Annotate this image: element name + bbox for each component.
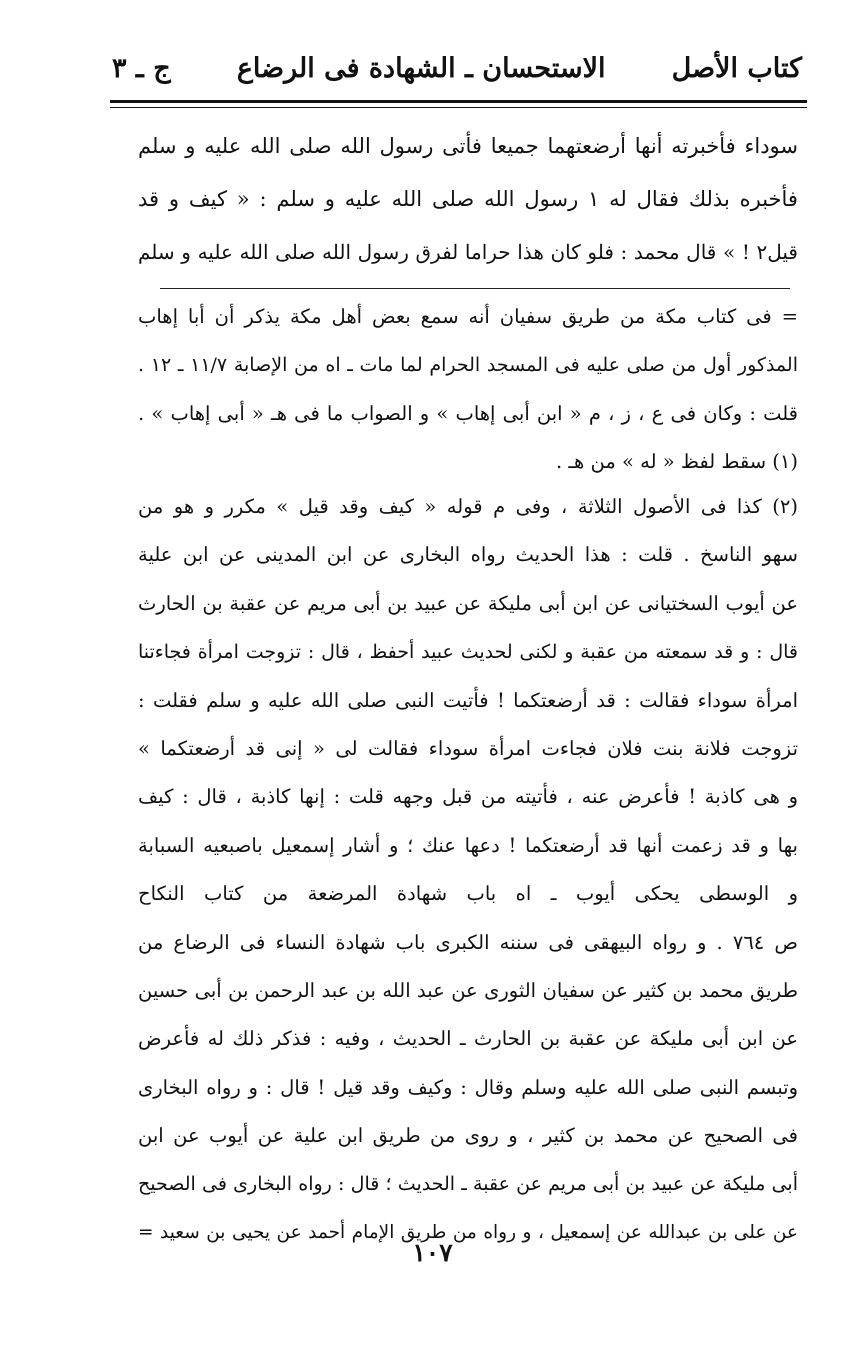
footnote-line: فى الصحيح عن محمد بن كثير ، و روى من طريق ابن علية عن أيوب عن ابن [138,1124,798,1148]
chapter-title: الاستحسان ـ الشهادة فى الرضاع [236,52,606,84]
footnote-line: قال : و قد سمعته من عقبة و لكنى لحديث عبيد أحفظ ، قال : تزوجت امرأة فجاءتنا [138,641,798,664]
main-text-line: فأخبره بذلك فقال له ١ رسول الله صلى الله عليه و سلم : « كيف و قد [138,187,798,211]
footnote-line: عن ابن أبى مليكة عن عقبة بن الحارث ـ الحديث ، وفيه : فذكر ذلك له فأعرض [138,1027,798,1051]
footnote-line: طريق محمد بن كثير عن سفيان الثورى عن عبد الله بن عبد الرحمن بن أبى حسين [138,978,798,1002]
main-text [138,120,798,279]
main-text-line: سوداء فأخبرته أنها أرضعتهما جميعا فأتى رسول الله صلى الله عليه و سلم [138,134,798,158]
footnote-line: عن على بن عبدالله عن إسمعيل ، و رواه من طريق الإمام أحمد عن يحيى بن سعيد = [138,1221,798,1243]
footnote-1: (١) سقط لفظ « له » من هـ . [555,450,798,474]
footnote-line: وتبسم النبى صلى الله عليه وسلم وقال : وكيف وقد قيل ! قال : و رواه البخارى [138,1075,798,1099]
book-title: كتاب الأصل [671,52,802,84]
footnote-2 [138,483,798,1257]
footnote-line: = فى كتاب مكة من طريق سفيان أنه سمع بعض أهل مكة يذكر أن أبا إهاب [138,305,798,328]
footnote-line: قلت : وكان فى ع ، ز ، م « ابن أبى إهاب » و الصواب ما فى هـ « أبى إهاب » . [138,401,798,425]
footnote-line: و الوسطى يحكى أيوب ـ اه باب شهادة المرضعة من كتاب النكاح [138,882,798,906]
footnotes-continued [138,293,798,487]
footnote-line: بها و قد زعمت أنها قد أرضعتكما ! دعها عنك ؛ و أشار إسمعيل باصبعيه السبابة [138,833,798,857]
header-rule-thick [110,100,807,103]
header-rule-thin [110,107,807,108]
main-text-line: قيل٢ ! » قال محمد : فلو كان هذا حراما لفرق رسول الله صلى الله عليه و سلم [138,240,798,264]
volume-number: ج ـ ٣ [112,52,171,84]
footnote-line: (٢) كذا فى الأصول الثلاثة ، وفى م قوله « كيف وقد قيل » مكرر و هو من [138,495,798,518]
footnote-line: و هى كاذبة ! فأعرض عنه ، فأتيته من قبل وجهه قلت : إنها كاذبة ، قال : كيف [138,785,798,809]
footnote-line: أبى مليكة عن عبيد بن أبى مريم عن عقبة ـ الحديث ؛ قال : رواه البخارى فى الصحيح [138,1173,798,1196]
page-number: ١٠٧ [412,1238,453,1267]
footnote-line: المذكور أول من صلى عليه فى المسجد الحرام لما مات ـ اه من الإصابة ١١/٧ ـ ١٢ . [138,354,798,377]
footnote-line: عن أيوب السختيانى عن ابن أبى مليكة عن عبيد بن أبى مريم عن عقبة بن الحارث [138,591,798,615]
footnote-line: امرأة سوداء فقالت : قد أرضعتكما ! فأتيت النبى صلى الله عليه و سلم فقلت : [138,688,798,712]
running-header [112,44,802,92]
footnote-line: تزوجت فلانة بنت فلان فجاءت امرأة سوداء فقالت لى « إنى قد أرضعتكما » [138,736,798,760]
footnote-separator [160,288,790,289]
footnote-line: سهو الناسخ . قلت : هذا الحديث رواه البخارى عن ابن المدينى عن ابن علية [138,543,798,567]
footnote-line: ص ٧٦٤ . و رواه البيهقى فى سننه الكبرى باب شهادة النساء فى الرضاع من [138,930,798,954]
